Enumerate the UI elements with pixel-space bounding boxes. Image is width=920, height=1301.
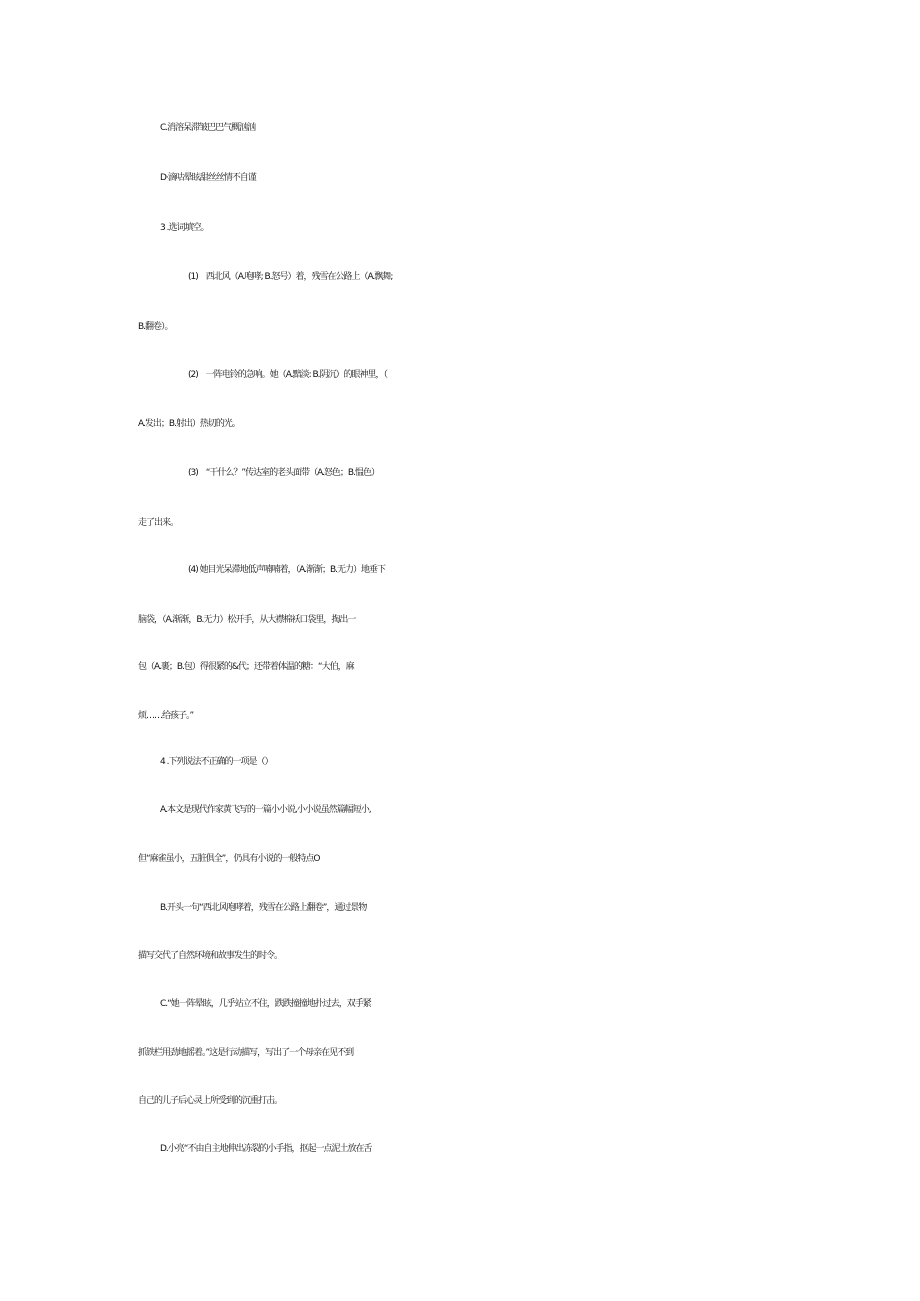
- q4-option-c-line-2: 抓铁栏用劲地摇着。”这是行动描写，写出了一个母亲在见不到: [138, 1048, 354, 1058]
- q3-item-4-line-4: 烦……给孩子。”: [138, 711, 194, 721]
- q3-item-3-line-1: (3) “干什么？”传达室的老头面带（A.怒色；B.愠色）: [188, 468, 379, 478]
- q3-item-2-line-2: A.发出；B.射出）热切的光。: [138, 419, 240, 429]
- q3-item-1-line-1: (1) 西北风（A.咆哮; B.怒号）着，残雪在公路上（A.飘舞;: [188, 272, 393, 282]
- q4-option-b-line-2: 描写交代了自然环境和故事发生的时令。: [138, 951, 283, 961]
- q4-option-a-line-1: A.本文是现代作家黄飞写的一篇小小说,小小说虽然篇幅短小,: [160, 805, 371, 815]
- q3-item-1-line-2: B.翻卷）。: [138, 322, 173, 332]
- q3-item-3-line-2: 走了出来。: [138, 518, 179, 528]
- q4-option-d-line-1: D.小亮“不由自主地伸出冻裂的小手指，抠起一点泥土放在舌: [160, 1144, 372, 1154]
- question-4-heading: 4 .下列说法不正确的一项是（）: [160, 757, 273, 767]
- question-3-heading: 3 .选词填空。: [160, 223, 209, 233]
- option-c-line: C.消溶呆滞皱巴巴气概汹汹: [160, 123, 256, 133]
- q4-option-b-line-1: B.开头一句“西北风咆哮着，残雪在公路上翻卷”，通过景物: [160, 903, 367, 913]
- q3-item-2-line-1: (2) 一阵电铃的急响。她（A.黯淡: B.阴沉）的眼神里，（: [188, 370, 388, 380]
- q3-item-4-line-3: 包（A.裹；B.包）得很紧的&代；还带着体温的糖：“大伯，麻: [138, 662, 354, 672]
- q4-option-c-line-3: 自己的儿子后心灵上所受到的沉重打击。: [138, 1096, 283, 1106]
- q3-item-4-line-1: (4) 她目光呆滞地低声喃喃着，（A.渐渐；B.无力）地垂下: [188, 565, 386, 575]
- q4-option-c-line-1: C.“她一阵晕眩，几乎站立不住，跌跌撞撞地扑过去，双手紧: [160, 999, 371, 1009]
- q4-option-a-line-2: 但“麻雀虽小，五脏俱全”，仍具有小说的一般特点O: [138, 854, 320, 864]
- q3-item-4-line-2: 脑袋，（A.渐渐，B.无力）松开手，从大襟棉袄口袋里，掏出一: [138, 615, 356, 625]
- option-d-line: D·滴咕晕眩甜丝丝情不自谨: [160, 173, 256, 183]
